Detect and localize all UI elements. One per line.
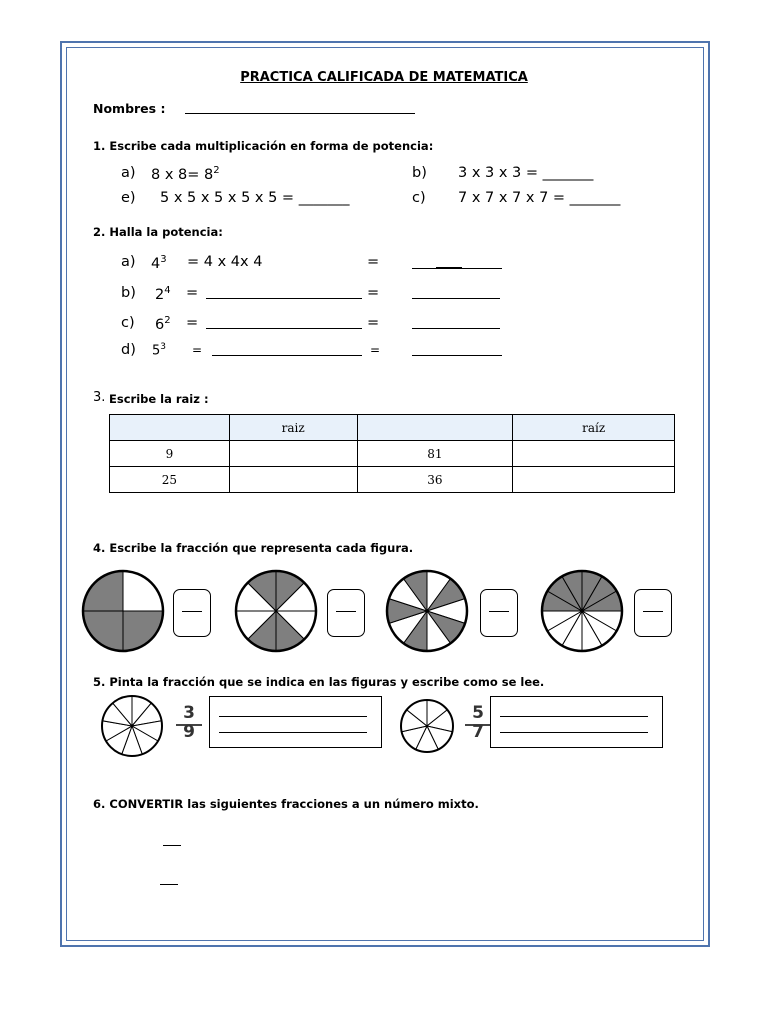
paint-circle-7-parts[interactable] bbox=[396, 693, 462, 759]
fraction-2-reading-box bbox=[490, 696, 663, 748]
roots-answer-cell[interactable] bbox=[229, 441, 357, 467]
s2-d-expansion-line[interactable] bbox=[212, 355, 362, 356]
s2-d-equals-2: = bbox=[370, 343, 381, 357]
s2-c-equals-2: = bbox=[367, 315, 380, 331]
s1-c-expression: 7 x 7 x 7 x 7 = _______ bbox=[458, 190, 621, 206]
mixed-number-2-bar[interactable] bbox=[160, 884, 178, 885]
fraction-circle-1 bbox=[83, 571, 163, 651]
fraction-2-reading-line-2[interactable] bbox=[500, 732, 648, 733]
fraction-1-reading-box bbox=[209, 696, 382, 748]
nombres-label: Nombres : bbox=[93, 101, 166, 116]
fraction-circle-2 bbox=[236, 571, 316, 651]
s1-b-label: b) bbox=[412, 165, 427, 181]
roots-number: 81 bbox=[357, 441, 513, 467]
section1-heading: 1. Escribe cada multiplicación en forma de potencia: bbox=[93, 139, 434, 153]
s2-c-equals-1: = bbox=[186, 315, 199, 331]
fraction-2-reading-line-1[interactable] bbox=[500, 716, 648, 717]
fraction-1-reading-line-2[interactable] bbox=[219, 732, 367, 733]
page-title: PRACTICA CALIFICADA DE MATEMATICA bbox=[240, 70, 528, 85]
s2-a-answer-mark bbox=[436, 267, 462, 269]
s1-a-expression: 8 x $8= 8^2$ bbox=[151, 165, 220, 183]
s2-a-label: a) bbox=[121, 254, 136, 270]
section6-heading: 6. CONVERTIR las siguientes fracciones a un número mixto. bbox=[93, 797, 479, 811]
s2-b-power: $2^4$ bbox=[155, 285, 171, 303]
roots-table bbox=[109, 414, 675, 493]
section4-heading: 4. Escribe la fracción que representa cada figura. bbox=[93, 541, 414, 555]
s2-c-answer-line[interactable] bbox=[412, 328, 500, 329]
fraction-answer-box-4[interactable] bbox=[634, 589, 672, 637]
roots-table-header-row bbox=[110, 415, 675, 441]
s2-d-power: $5^3$ bbox=[152, 342, 167, 359]
section5-heading: 5. Pinta la fracción que se indica en las figuras y escribe como se lee. bbox=[93, 675, 545, 689]
s1-b-expression: 3 x 3 x 3 = _______ bbox=[458, 165, 594, 181]
roots-number: 25 bbox=[110, 467, 230, 493]
s2-c-expansion-line[interactable] bbox=[206, 328, 362, 329]
fraction-circle-3 bbox=[387, 571, 467, 651]
roots-number: 9 bbox=[110, 441, 230, 467]
s2-b-answer-line[interactable] bbox=[412, 298, 500, 299]
fraction-2-numerator: 5 bbox=[472, 703, 484, 723]
s2-c-power: $6^2$ bbox=[155, 315, 171, 333]
s2-d-label: d) bbox=[121, 342, 136, 358]
table-row bbox=[110, 441, 675, 467]
s1-a-label: a) bbox=[121, 165, 136, 181]
fraction-1-numerator: 3 bbox=[183, 703, 195, 723]
fraction-answer-box-2[interactable] bbox=[327, 589, 365, 637]
roots-number: 36 bbox=[357, 467, 513, 493]
fraction-figures bbox=[80, 568, 680, 658]
section3-heading: Escribe la raiz : bbox=[109, 392, 209, 406]
s2-d-equals-1: = bbox=[192, 343, 203, 357]
roots-header-cell-1 bbox=[110, 415, 230, 441]
roots-header-raiz: raiz bbox=[229, 415, 357, 441]
roots-answer-cell[interactable] bbox=[229, 467, 357, 493]
fraction-answer-box-3[interactable] bbox=[480, 589, 518, 637]
section3-number: 3. bbox=[93, 390, 106, 405]
s2-a-power: $4^3$ bbox=[151, 254, 167, 272]
s2-b-equals-2: = bbox=[367, 285, 380, 301]
nombres-field[interactable] bbox=[185, 113, 415, 114]
fraction-answer-box-1[interactable] bbox=[173, 589, 211, 637]
s2-b-label: b) bbox=[121, 285, 136, 301]
s2-a-equals: = bbox=[367, 254, 380, 270]
s1-e-expression: 5 x 5 x 5 x 5 x 5 = _______ bbox=[160, 190, 350, 206]
roots-answer-cell[interactable] bbox=[513, 441, 675, 467]
roots-answer-cell[interactable] bbox=[513, 467, 675, 493]
s2-d-answer-line[interactable] bbox=[412, 355, 502, 356]
s1-c-label: c) bbox=[412, 190, 426, 206]
roots-header-raiz-2: raíz bbox=[513, 415, 675, 441]
s2-a-expansion: = 4 x 4x 4 bbox=[187, 254, 263, 270]
paint-circle-9-parts[interactable] bbox=[96, 693, 176, 759]
roots-header-cell-3 bbox=[357, 415, 513, 441]
table-row bbox=[110, 467, 675, 493]
s2-c-label: c) bbox=[121, 315, 135, 331]
fraction-1-reading-line-1[interactable] bbox=[219, 716, 367, 717]
mixed-number-1-bar[interactable] bbox=[163, 845, 181, 846]
fraction-2-denominator: 7 bbox=[472, 722, 484, 742]
s1-e-label: e) bbox=[121, 190, 136, 206]
section2-heading: 2. Halla la potencia: bbox=[93, 225, 223, 239]
fraction-circle-4 bbox=[542, 571, 622, 651]
fraction-1-denominator: 9 bbox=[183, 722, 195, 742]
s2-b-equals-1: = bbox=[186, 285, 199, 301]
s2-b-expansion-line[interactable] bbox=[206, 298, 362, 299]
